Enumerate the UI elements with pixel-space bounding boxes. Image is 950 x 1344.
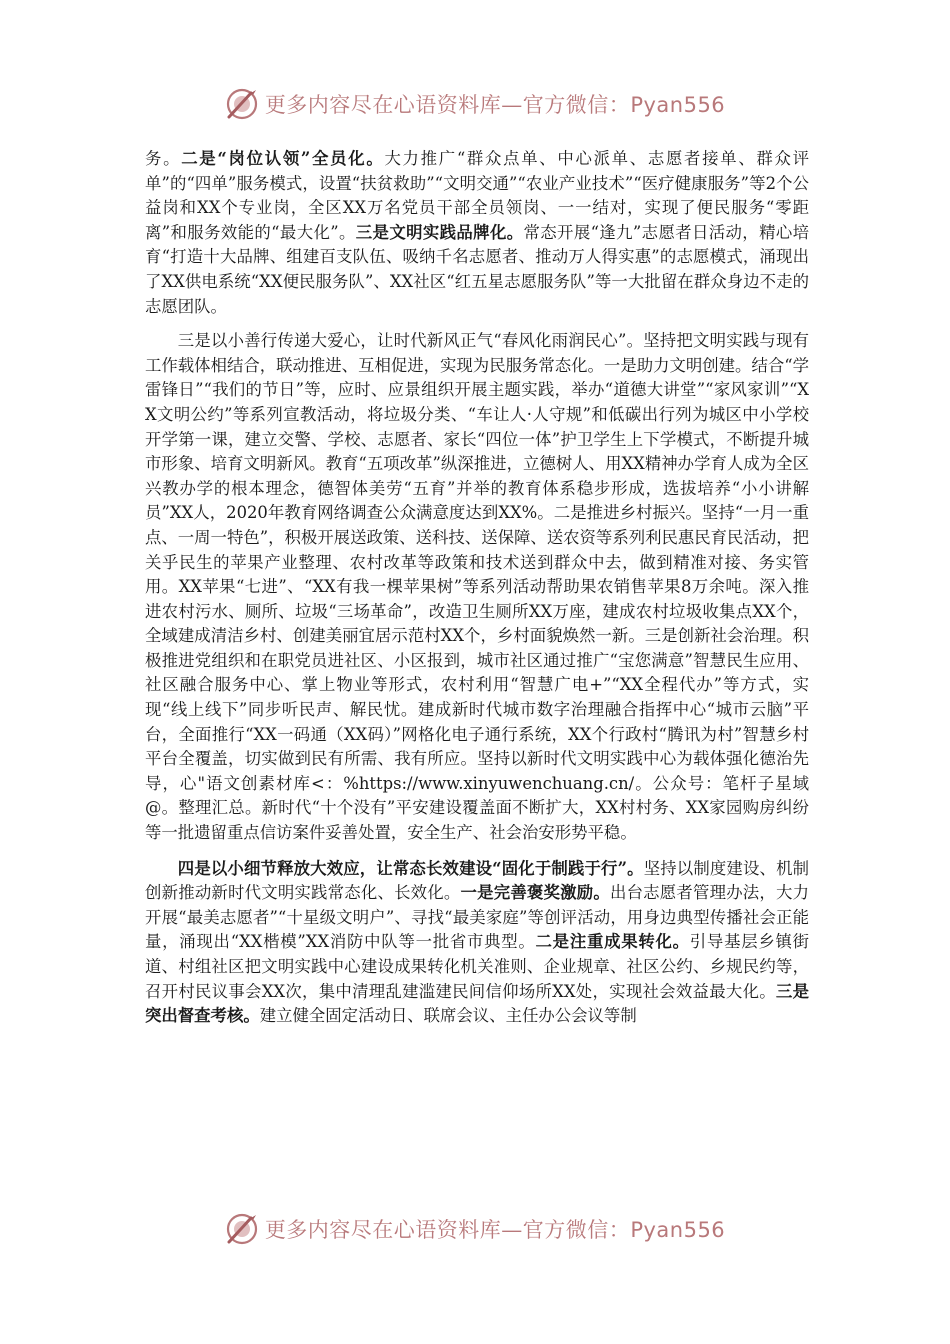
header-banner bbox=[0, 82, 950, 126]
paragraph-section-three: 三是以小善行传递大爱心，让时代新风正气“春风化雨润民心”。坚持把文明实践与现有工作载体相结合，联动推进、互相促进，实现为民服务常态化。一是助力文明创建。结合“学雷锋日”“我们的节日”等，应时、应景组织开展主题实践，举办“道德大讲堂”“家风家训”“XX文明公约”等系列宣教活动，将垃圾分类、“车让人·人守规”和低碳出行列为城区中小学校开学第一课，建立交警、学校、志愿者、家长“四位一体”护卫学生上下学模式，不断提升城市形象、培育文明新风。教育“五项改革”纵深推进，立德树人、用XX精神办学育人成为全区兴教办学的根本理念，德智体美劳“五育”并举的教育体系稳步形成，选拔培养“小小讲解员”XX人，2020年教育网络调查公众满意度达到XX%。二是推进乡村振兴。坚持“一月一重点、一周一特色”，积极开展送政策、送科技、送保障、送农资等系列利民惠民育民活动，把关乎民生的苹果产业整理、农村改革等政策和技术送到群众中去，做到精准对接、务实管用。XX苹果“七进”、“XX有我一棵苹果树”等系列活动帮助果农销售苹果8万余吨。深入推进农村污水、厕所、垃圾“三场革命”，改造卫生厕所XX万座，建成农村垃圾收集点XX个，全域建成清洁乡村、创建美丽宜居示范村XX个，乡村面貌焕然一新。三是创新社会治理。积极推进党组织和在职党员进社区、小区报到，城市社区通过推广“宝您满意”智慧民生应用、社区融合服务中心、掌上物业等形式，农村利用“智慧广电+”“XX全程代办”等方式，实现“线上线下”同步听民声、解民忧。建成新时代城市数字治理融合指挥中心“城市云脑”平台，全面推行“XX一码通（XX码）”网格化电子通行系统，XX个行政村“腾讯为村”智慧乡村平台全覆盖，切实做到民有所需、我有所应。坚持以新时代文明实践中心为载体强化德治先导，心"语文创素材库<：%https://www.xinyuwenchuang.cn/。公众号：笔杆子星域@。整理汇总。新时代“十个没有”平安建设覆盖面不断扩大，XX村村务、XX家园购房纠纷等一批遗留重点信访案件妥善处置，安全生产、社会治安形势平稳。 bbox=[145, 331, 810, 843]
banner-text: 更多内容尽在心语资料库—官方微信：Pyan556 bbox=[264, 1218, 726, 1242]
wechat-id: Pyan556 bbox=[630, 93, 726, 117]
paragraph-continuation: 务。二是“岗位认领”全员化。大力推广“群众点单、中心派单、志愿者接单、群众评单”的“四单”服务模式，设置“扶贫救助”“文明交通”“农业产业技术”“医疗健康服务”等2个公益岗和XX个专业岗，全区XX万名党员干部全员领岗、一一结对，实现了便民服务“零距离”和服务效能的“最大化”。三是文明实践品牌化。常态开展“逢九”志愿者日活动，精心培育“打造十大品牌、组建百支队伍、吸纳千名志愿者、推动万人得实惠”的志愿模式，涌现出了XX供电系统“XX便民服务队”、XX社区“红五星志愿服务队”等一大批留在群众身边不走的志愿团队。 bbox=[145, 149, 810, 316]
wechat-id: Pyan556 bbox=[630, 1218, 726, 1242]
banner-text: 更多内容尽在心语资料库—官方微信：Pyan556 bbox=[264, 93, 726, 117]
paragraph-section-four: 四是以小细节释放大效应，让常态长效建设“固化于制践于行”。坚持以制度建设、机制创新推动新时代文明实践常态化、长效化。一是完善褒奖激励。出台志愿者管理办法，大力开展“最美志愿者”“十星级文明户”、寻找“最美家庭”等创评活动，用身边典型传播社会正能量，涌现出“XX楷模”XX消防中队等一批省市典型。二是注重成果转化。引导基层乡镇街道、村组社区把文明实践中心建设成果转化机关准则、企业规章、社区公约、乡规民约等，召开村民议事会XX次，集中清理乱建滥建民间信仰场所XX处，实现社会效益最大化。三是突出督查考核。建立健全固定活动日、联席会议、主任办公会议等制 bbox=[145, 858, 810, 1026]
document-body bbox=[145, 147, 809, 1029]
pen-logo-icon bbox=[225, 1212, 259, 1246]
footer-banner bbox=[0, 1207, 950, 1251]
pen-logo-icon bbox=[225, 87, 259, 121]
